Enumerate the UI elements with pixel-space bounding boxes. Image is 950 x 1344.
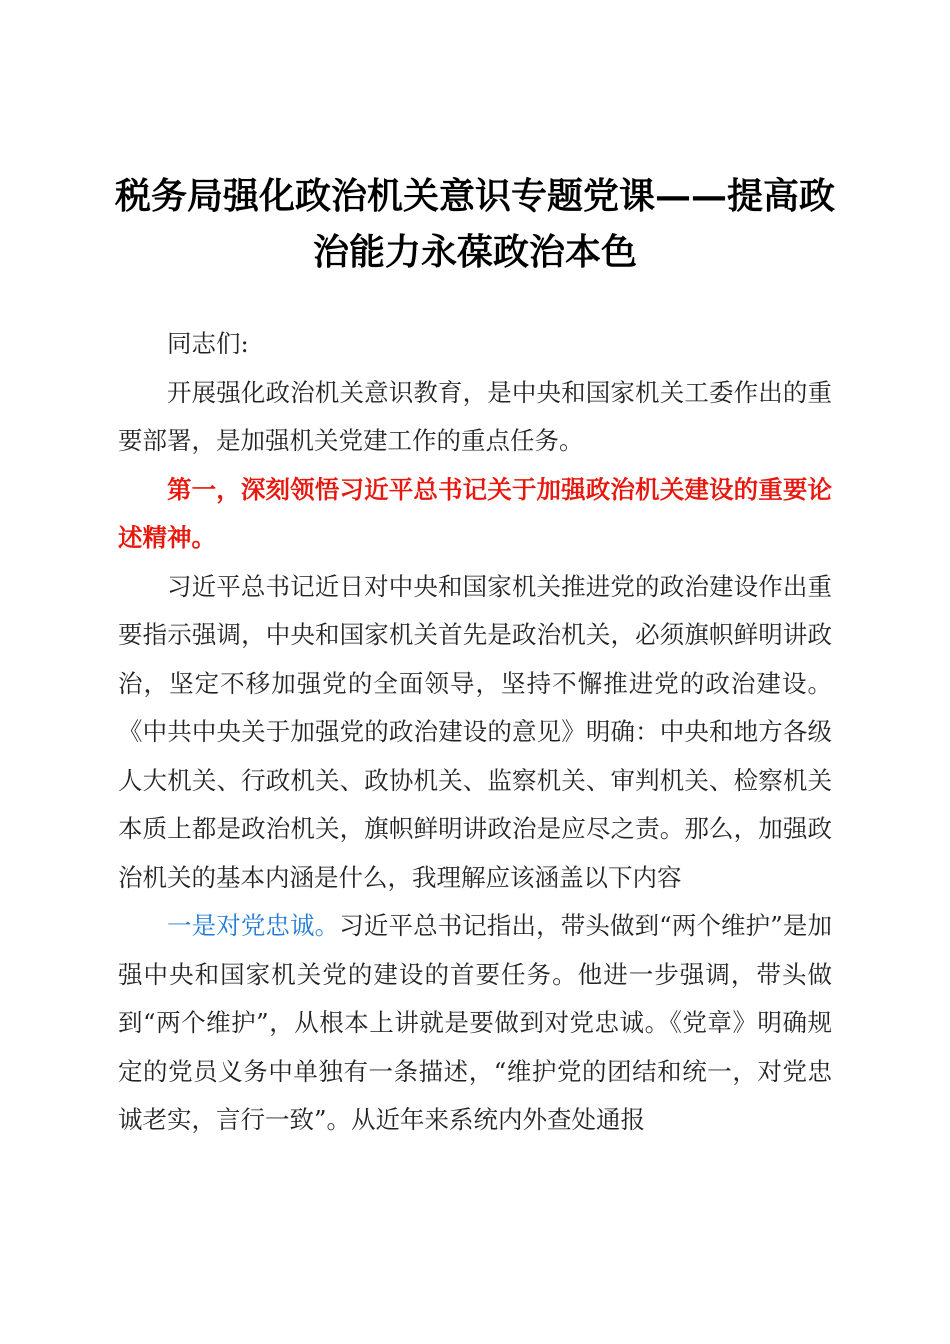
point-one-body: 习近平总书记指出，带头做到“两个维护”是加强中央和国家机关党的建设的首要任务。他进一步强调，带头做到“两个维护”，从根本上讲就是要做到对党忠诚。《党章》明确规定的党员义务中单独有一条描述，“维护党的团结和统一，对党忠诚老实，言行一致”。从近年来系统内外查处通报 [118,911,832,1134]
point-one-paragraph [118,902,832,1145]
point-one-lead: 一是对党忠诚。 [167,911,340,940]
section-paragraph: 习近平总书记近日对中央和国家机关推进党的政治建设作出重要指示强调，中央和国家机关首先是政治机关，必须旗帜鲜明讲政治，坚定不移加强党的全面领导，坚持不懈推进党的政治建设。《中共中央关于加强党的政治建设的意见》明确：中央和地方各级人大机关、行政机关、政协机关、监察机关、审判机关、检察机关本质上都是政治机关，旗帜鲜明讲政治是应尽之责。那么，加强政治机关的基本内涵是什么，我理解应该涵盖以下内容 [118,571,832,892]
document-title: 税务局强化政治机关意识专题党课——提高政治能力永葆政治本色 [114,175,835,273]
intro-paragraph: 开展强化政治机关意识教育，是中央和国家机关工委作出的重要部署，是加强机关党建工作的重点任务。 [118,377,832,455]
section-heading: 第一，深刻领悟习近平总书记关于加强政治机关建设的重要论述精神。 [118,474,832,552]
document-body [118,320,832,1145]
salutation: 同志们: [167,329,249,358]
